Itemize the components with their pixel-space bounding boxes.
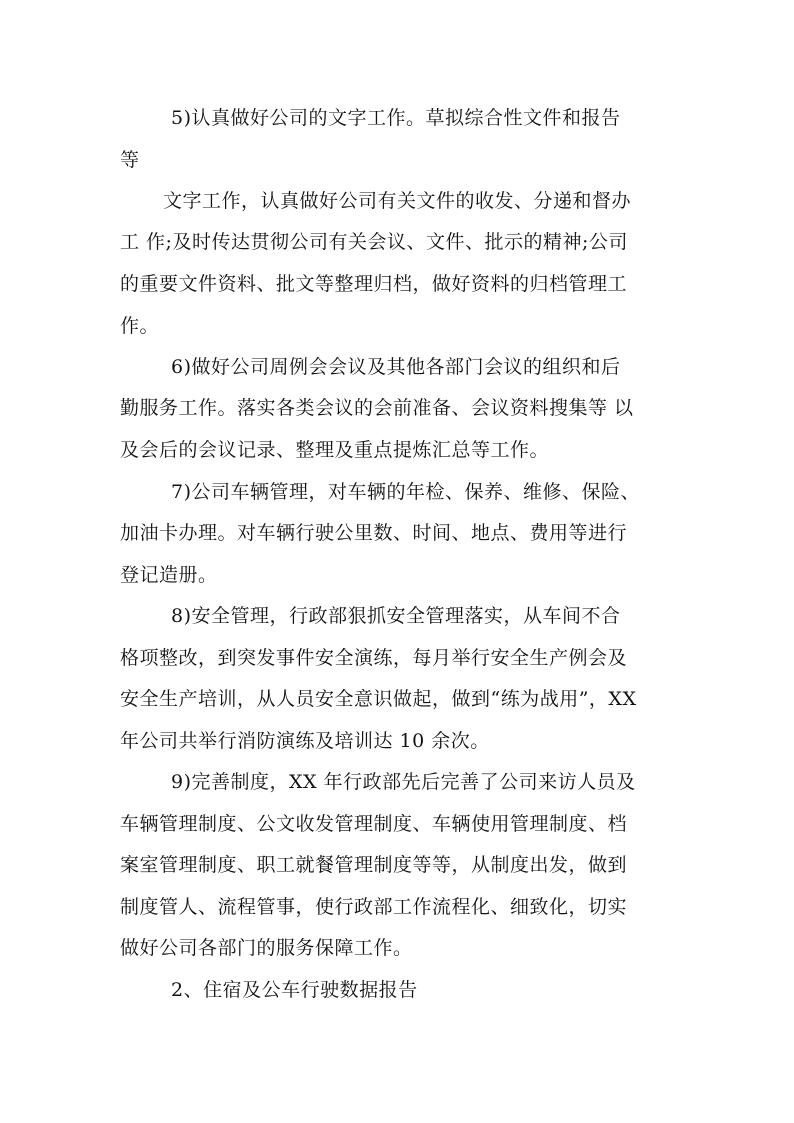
text-line: 作。 bbox=[120, 315, 160, 337]
text-line: 登记造册。 bbox=[120, 564, 218, 586]
text-line: 的重要文件资料、批文等整理归档，做好资料的归档管理工 bbox=[120, 273, 628, 295]
text-line: 做好公司各部门的服务保障工作。 bbox=[120, 937, 413, 959]
text-line: 5)认真做好公司的文字工作。草拟综合性文件和报告 bbox=[171, 107, 621, 129]
text-line: 及会后的会议记录、整理及重点提炼汇总等工作。 bbox=[120, 439, 550, 461]
text-line: 案室管理制度、职工就餐管理制度等等，从制度出发，做到 bbox=[120, 854, 628, 876]
text-line: 安全生产培训，从人员安全意识做起，做到“练为战用”，XX bbox=[120, 688, 637, 710]
text-line: 工 作;及时传达贯彻公司有关会议、文件、批示的精神;公司 bbox=[120, 231, 628, 253]
text-line: 8)安全管理，行政部狠抓安全管理落实，从车间不合 bbox=[171, 605, 621, 627]
text-line: 格项整改，到突发事件安全演练，每月举行安全生产例会及 bbox=[120, 647, 628, 669]
text-line: 7)公司车辆管理，对车辆的年检、保养、维修、保险、 bbox=[171, 481, 641, 503]
text-line: 勤服务工作。落实各类会议的会前准备、会议资料搜集等 以 bbox=[120, 397, 634, 419]
text-line: 6)做好公司周例会会议及其他各部门会议的组织和后 bbox=[171, 356, 621, 378]
text-line: 加油卡办理。对车辆行驶公里数、时间、地点、费用等进行 bbox=[120, 522, 628, 544]
text-line: 车辆管理制度、公文收发管理制度、车辆使用管理制度、档 bbox=[120, 813, 628, 835]
text-line: 文字工作，认真做好公司有关文件的收发、分递和督办 bbox=[163, 190, 632, 212]
text-line: 年公司共举行消防演练及培训达 10 余次。 bbox=[120, 730, 490, 752]
text-line: 制度管人、流程管事，使行政部工作流程化、细致化，切实 bbox=[120, 896, 628, 918]
text-line: 等 bbox=[120, 149, 140, 171]
text-line: 9)完善制度，XX 年行政部先后完善了公司来访人员及 bbox=[171, 771, 636, 793]
section-heading: 2、住宿及公车行驶数据报告 bbox=[171, 979, 418, 1001]
